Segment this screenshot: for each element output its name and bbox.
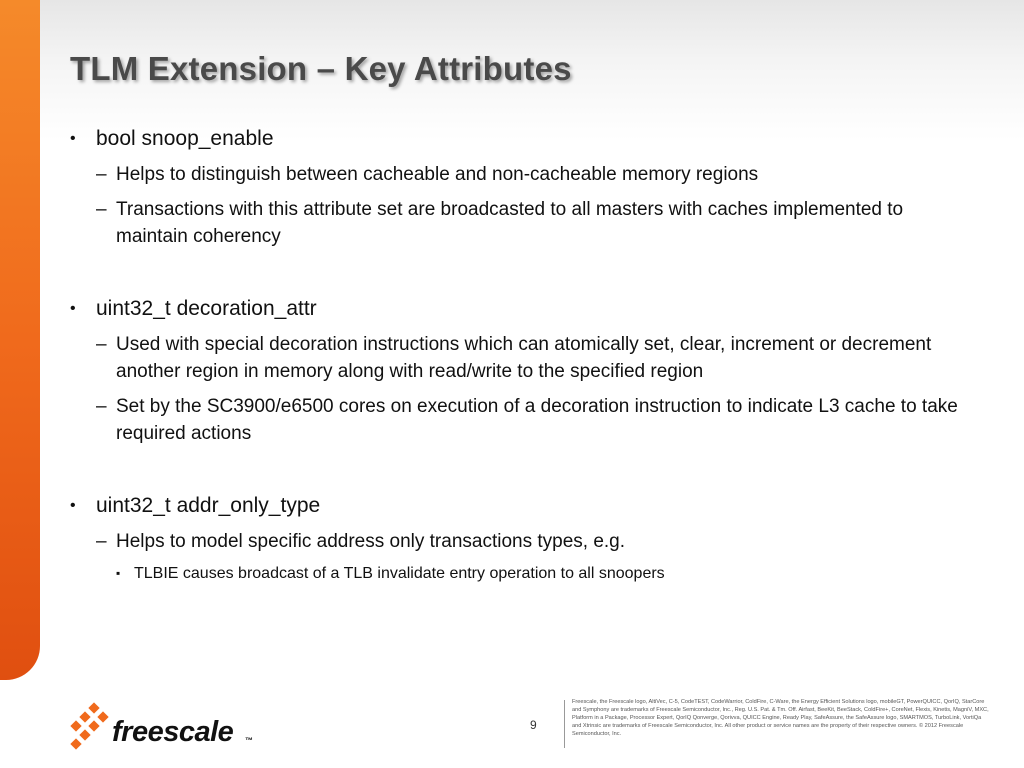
slide-title: TLM Extension – Key Attributes <box>70 50 572 87</box>
freescale-mark-icon <box>70 702 112 752</box>
bullet-text: bool snoop_enable <box>96 127 274 150</box>
footer-divider <box>564 700 565 748</box>
dash-mark: – <box>96 164 107 185</box>
sub-sub-bullet-text: TLBIE causes broadcast of a TLB invalidate entry operation to all snoopers <box>134 565 665 582</box>
brand-name: freescale <box>112 716 234 748</box>
spacer <box>70 455 970 493</box>
sub-sub-bullet <box>70 563 970 585</box>
spacer <box>70 258 970 296</box>
sub-bullet-text: Used with special decoration instructions which can atomically set, clear, increment or decrement another region in memory along with read/write to the specified region <box>116 334 932 382</box>
bullet-text: uint32_t decoration_attr <box>96 297 317 320</box>
sub-bullet <box>70 196 970 250</box>
sub-bullet <box>70 161 970 188</box>
slide-content <box>70 126 970 593</box>
page-number: 9 <box>530 718 537 732</box>
bullet-mark: • <box>70 300 76 317</box>
slide-footer <box>0 690 1024 768</box>
sub-bullet-text: Helps to distinguish between cacheable and non-cacheable memory regions <box>116 164 759 185</box>
trademark-symbol: ™ <box>245 736 253 745</box>
bullet-text: uint32_t addr_only_type <box>96 494 321 517</box>
dash-mark: – <box>96 531 107 552</box>
orange-side-bar <box>0 0 40 680</box>
dash-mark: – <box>96 334 107 355</box>
sub-bullet-text: Transactions with this attribute set are broadcasted to all masters with caches implemented to maintain coherency <box>116 199 904 247</box>
square-mark: ▪ <box>116 566 121 580</box>
sub-bullet <box>70 393 970 447</box>
bullet-addr-only-type <box>70 493 970 519</box>
bullet-mark: • <box>70 497 76 514</box>
dash-mark: – <box>96 396 107 417</box>
sub-bullet <box>70 528 970 555</box>
bullet-decoration-attr <box>70 296 970 322</box>
freescale-logo <box>70 702 260 752</box>
sub-bullet-text: Set by the SC3900/e6500 cores on execution of a decoration instruction to indicate L3 cache to take required actions <box>116 396 958 444</box>
bullet-snoop-enable <box>70 126 970 152</box>
dash-mark: – <box>96 199 107 220</box>
bullet-mark: • <box>70 130 76 147</box>
sub-bullet-text: Helps to model specific address only transactions types, e.g. <box>116 531 626 552</box>
sub-bullet <box>70 331 970 385</box>
legal-notice: Freescale, the Freescale logo, AltiVec, C-5, CodeTEST, CodeWarrior, ColdFire, C-Ware, the Energy Efficient Solutions logo, mobileGT, PowerQUICC, QorIQ, StarCore and Symphony are trademarks of Freescale Semiconductor, Inc., Reg. U.S. Pat. & Tm. Off. Airfast, BeeKit, BeeStack, ColdFire+, CoreNet, Flexis, Kinetis, MagniV, MXC, Platform in a Package, Processor Expert, QorIQ Qonverge, Qorivva, QUICC Engine, Ready Play, SafeAssure, the SafeAssure logo, SMARTMOS, TurboLink, VortiQa and Xtrinsic are trademarks of Freescale Semiconductor, Inc. All other product or service names are the property of their respective owners. © 2012 Freescale Semiconductor, Inc. <box>572 699 989 737</box>
